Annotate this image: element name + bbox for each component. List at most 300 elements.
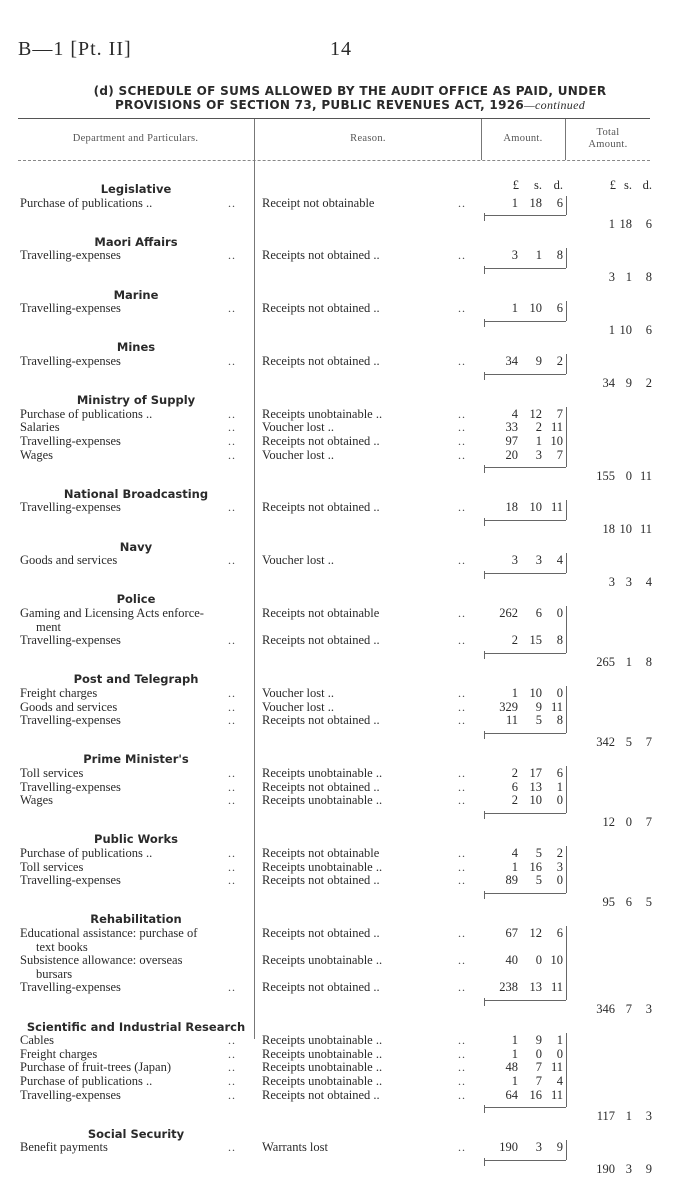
row-particular: Benefit payments bbox=[20, 1140, 108, 1155]
section-total-shillings: 5 bbox=[625, 734, 632, 749]
row-amount-pounds: 190 bbox=[499, 1140, 518, 1155]
row-amount-pence: 1 bbox=[556, 1033, 563, 1048]
row-amount-pence: 8 bbox=[556, 248, 563, 263]
page-number: 14 bbox=[330, 38, 352, 60]
leader-dots: .. bbox=[458, 859, 466, 874]
row-particular: Purchase of fruit-trees (Japan) bbox=[20, 1060, 171, 1075]
leader-dots: .. bbox=[228, 301, 236, 316]
section-total-pounds: 1 bbox=[608, 322, 615, 337]
row-amount-pounds: 1 bbox=[511, 1074, 518, 1088]
leader-dots: .. bbox=[458, 713, 466, 728]
section-heading: Ministry of Supply bbox=[76, 393, 196, 408]
row-particular: Travelling-expenses bbox=[20, 713, 121, 728]
row-particular: Travelling-expenses bbox=[20, 301, 121, 316]
leader-dots: .. bbox=[228, 980, 236, 995]
section-total-pounds: 3 bbox=[608, 270, 615, 284]
row-amount-shillings: 12 bbox=[529, 926, 542, 940]
subtotal-rule bbox=[484, 520, 566, 521]
leader-dots: .. bbox=[228, 406, 236, 421]
leader-dots: .. bbox=[228, 713, 236, 728]
column-divider-reason bbox=[254, 119, 255, 1039]
row-amount-pounds: 2 bbox=[511, 766, 518, 780]
row-particular: Salaries bbox=[20, 420, 60, 435]
row-reason: Receipts unobtainable .. bbox=[262, 793, 383, 808]
row-amount-pounds: 33 bbox=[505, 420, 518, 435]
row-amount-pounds: 67 bbox=[505, 926, 518, 940]
row-amount-pence: 11 bbox=[550, 1060, 563, 1075]
leader-dots: .. bbox=[458, 500, 466, 515]
subtotal-rule bbox=[484, 813, 566, 814]
amount-bracket bbox=[566, 1033, 567, 1107]
row-particular-cont: text books bbox=[36, 939, 88, 954]
section-heading: Marine bbox=[113, 287, 159, 302]
row-reason: Receipts not obtained .. bbox=[262, 500, 380, 515]
row-amount-pounds: 2 bbox=[511, 793, 518, 808]
row-amount-shillings: 2 bbox=[535, 420, 542, 435]
row-reason: Receipts unobtainable .. bbox=[262, 406, 383, 421]
row-amount-shillings: 12 bbox=[529, 406, 542, 421]
row-reason: Receipt not obtainable bbox=[262, 195, 375, 210]
row-particular: Travelling-expenses bbox=[20, 873, 121, 888]
subtotal-rule bbox=[484, 893, 566, 894]
row-amount-shillings: 13 bbox=[529, 779, 542, 794]
section-heading: Navy bbox=[119, 539, 153, 554]
leader-dots: .. bbox=[228, 1060, 236, 1075]
amount-bracket bbox=[566, 846, 567, 893]
row-amount-shillings: 3 bbox=[535, 1140, 542, 1155]
table-top-rule bbox=[18, 118, 650, 119]
leader-dots: .. bbox=[458, 766, 466, 780]
row-reason: Receipts not obtainable bbox=[262, 606, 380, 620]
leader-dots: .. bbox=[458, 953, 466, 968]
subtotal-rule bbox=[484, 215, 566, 216]
section-total-pounds: 265 bbox=[596, 654, 615, 669]
row-reason: Receipts not obtainable bbox=[262, 846, 380, 860]
column-divider-amount bbox=[481, 119, 482, 160]
row-particular: Travelling-expenses bbox=[20, 779, 121, 794]
row-amount-pence: 7 bbox=[556, 406, 563, 421]
row-particular: Wages bbox=[20, 793, 54, 808]
row-amount-shillings: 5 bbox=[535, 713, 542, 728]
section-total-shillings: 18 bbox=[619, 217, 632, 232]
section-total-pence: 4 bbox=[645, 574, 652, 589]
leader-dots: .. bbox=[228, 846, 236, 860]
leader-dots: .. bbox=[458, 699, 466, 714]
row-particular: Travelling-expenses bbox=[20, 633, 121, 648]
row-amount-pence: 6 bbox=[556, 301, 563, 316]
row-amount-pounds: 1 bbox=[511, 859, 518, 874]
row-amount-pence: 6 bbox=[556, 195, 563, 210]
subtotal-rule bbox=[484, 321, 566, 322]
row-reason: Receipts not obtained .. bbox=[262, 1087, 380, 1102]
row-amount-shillings: 1 bbox=[535, 248, 542, 263]
total-pence-header: d. bbox=[642, 178, 652, 192]
leader-dots: .. bbox=[228, 1033, 236, 1048]
subtotal-rule bbox=[484, 653, 566, 654]
leader-dots: .. bbox=[228, 195, 236, 210]
section-heading: Prime Minister's bbox=[83, 752, 189, 767]
row-amount-pence: 2 bbox=[556, 846, 563, 860]
leader-dots: .. bbox=[228, 434, 236, 448]
section-total-pence: 6 bbox=[645, 217, 652, 232]
row-amount-pence: 4 bbox=[556, 1074, 563, 1088]
row-amount-pence: 10 bbox=[550, 953, 563, 968]
section-total-shillings: 0 bbox=[625, 469, 632, 484]
row-amount-pence: 9 bbox=[556, 1140, 563, 1155]
leader-dots: .. bbox=[458, 686, 466, 700]
row-amount-shillings: 13 bbox=[529, 980, 542, 995]
row-amount-pence: 10 bbox=[550, 434, 563, 448]
leader-dots: .. bbox=[458, 1033, 466, 1048]
row-amount-pounds: 34 bbox=[505, 354, 518, 368]
row-amount-shillings: 10 bbox=[529, 301, 542, 316]
leader-dots: .. bbox=[458, 434, 466, 448]
row-particular: Goods and services bbox=[20, 699, 118, 714]
section-total-shillings: 7 bbox=[625, 1002, 632, 1016]
row-amount-pounds: 4 bbox=[511, 846, 518, 860]
leader-dots: .. bbox=[228, 793, 236, 808]
section-total-shillings: 3 bbox=[625, 1162, 632, 1176]
row-particular: Travelling-expenses bbox=[20, 248, 121, 263]
section-total-shillings: 3 bbox=[625, 574, 632, 589]
leader-dots: .. bbox=[458, 1074, 466, 1088]
row-amount-pence: 3 bbox=[556, 859, 563, 874]
leader-dots: .. bbox=[458, 926, 466, 940]
row-particular: Travelling-expenses bbox=[20, 1087, 121, 1102]
row-amount-pounds: 3 bbox=[511, 248, 518, 263]
section-total-shillings: 1 bbox=[625, 1109, 632, 1124]
subtotal-rule bbox=[484, 268, 566, 269]
row-amount-pence: 11 bbox=[550, 699, 563, 714]
leader-dots: .. bbox=[458, 980, 466, 995]
row-reason: Receipts unobtainable .. bbox=[262, 1060, 383, 1075]
column-header-total-line2: Amount. bbox=[588, 139, 628, 150]
row-particular: Subsistence allowance: overseas bbox=[20, 953, 183, 968]
section-total-pence: 3 bbox=[645, 1002, 652, 1016]
section-heading: Police bbox=[116, 592, 156, 607]
leader-dots: .. bbox=[228, 500, 236, 515]
column-header-amount: Amount. bbox=[503, 133, 543, 144]
section-total-pounds: 95 bbox=[602, 894, 615, 909]
amount-bracket bbox=[566, 766, 567, 813]
row-reason: Receipts not obtained .. bbox=[262, 980, 380, 995]
subtotal-rule bbox=[484, 467, 566, 468]
section-heading: Post and Telegraph bbox=[73, 672, 199, 687]
section-total-shillings: 6 bbox=[625, 894, 632, 909]
section-total-pence: 7 bbox=[645, 814, 652, 829]
currency-pence-header: d. bbox=[553, 178, 563, 192]
amount-bracket bbox=[566, 686, 567, 733]
section-total-pence: 7 bbox=[645, 734, 652, 749]
schedule-title-continued: —continued bbox=[524, 98, 586, 112]
leader-dots: .. bbox=[458, 447, 466, 462]
row-amount-shillings: 10 bbox=[529, 686, 542, 700]
leader-dots: .. bbox=[458, 420, 466, 435]
row-particular: Freight charges bbox=[20, 686, 98, 700]
section-total-pence: 2 bbox=[645, 375, 652, 390]
row-amount-pence: 7 bbox=[556, 447, 563, 462]
row-amount-pounds: 1 bbox=[511, 301, 518, 316]
page-label: B—1 [Pt. II] bbox=[18, 38, 132, 60]
amount-bracket bbox=[566, 301, 567, 321]
row-amount-pence: 0 bbox=[556, 686, 563, 700]
row-amount-pence: 6 bbox=[556, 766, 563, 780]
section-heading: Rehabilitation bbox=[90, 912, 182, 927]
row-reason: Receipts unobtainable .. bbox=[262, 766, 383, 780]
row-amount-shillings: 16 bbox=[529, 1087, 542, 1102]
row-amount-shillings: 18 bbox=[529, 195, 542, 210]
row-amount-pounds: 1 bbox=[511, 195, 518, 210]
section-total-pence: 8 bbox=[645, 654, 652, 669]
leader-dots: .. bbox=[458, 1046, 466, 1061]
section-heading: Scientific and Industrial Research bbox=[26, 1019, 246, 1034]
section-total-shillings: 10 bbox=[619, 522, 632, 536]
row-reason: Voucher lost .. bbox=[262, 420, 334, 435]
leader-dots: .. bbox=[228, 766, 236, 780]
section-total-shillings: 9 bbox=[625, 375, 632, 390]
row-particular: Travelling-expenses bbox=[20, 500, 121, 515]
section-total-pence: 11 bbox=[639, 469, 652, 484]
leader-dots: .. bbox=[228, 686, 236, 700]
row-amount-shillings: 7 bbox=[535, 1060, 542, 1075]
leader-dots: .. bbox=[228, 553, 236, 568]
row-reason: Receipts unobtainable .. bbox=[262, 953, 383, 968]
row-amount-pounds: 238 bbox=[499, 980, 518, 995]
column-header-reason: Reason. bbox=[350, 133, 386, 144]
row-amount-pounds: 64 bbox=[505, 1087, 518, 1102]
leader-dots: .. bbox=[228, 859, 236, 874]
row-amount-shillings: 10 bbox=[529, 793, 542, 808]
section-total-pounds: 18 bbox=[602, 522, 615, 536]
row-amount-pence: 0 bbox=[556, 606, 563, 620]
leader-dots: .. bbox=[458, 793, 466, 808]
leader-dots: .. bbox=[458, 248, 466, 263]
row-amount-shillings: 15 bbox=[529, 633, 542, 648]
leader-dots: .. bbox=[228, 633, 236, 648]
row-reason: Receipts not obtained .. bbox=[262, 779, 380, 794]
row-amount-pounds: 89 bbox=[505, 873, 518, 888]
row-reason: Receipts not obtained .. bbox=[262, 713, 380, 728]
leader-dots: .. bbox=[228, 354, 236, 368]
subtotal-rule bbox=[484, 374, 566, 375]
row-particular: Travelling-expenses bbox=[20, 354, 121, 368]
section-total-pounds: 34 bbox=[602, 375, 615, 390]
row-particular: Travelling-expenses bbox=[20, 434, 121, 448]
row-reason: Receipts not obtained .. bbox=[262, 926, 380, 940]
row-particular: Toll services bbox=[20, 859, 84, 874]
leader-dots: .. bbox=[228, 1087, 236, 1102]
row-particular: Cables bbox=[20, 1033, 55, 1048]
section-total-pounds: 3 bbox=[608, 574, 615, 589]
amount-bracket bbox=[566, 926, 567, 1000]
row-amount-shillings: 7 bbox=[535, 1074, 542, 1088]
leader-dots: .. bbox=[228, 420, 236, 435]
row-reason: Receipts unobtainable .. bbox=[262, 1046, 383, 1061]
row-amount-shillings: 6 bbox=[535, 606, 542, 620]
leader-dots: .. bbox=[458, 1087, 466, 1102]
row-amount-shillings: 3 bbox=[535, 553, 542, 568]
row-reason: Receipts not obtained .. bbox=[262, 434, 380, 448]
row-particular: Purchase of publications .. bbox=[20, 406, 153, 421]
section-total-pounds: 12 bbox=[602, 814, 615, 829]
leader-dots: .. bbox=[228, 1074, 236, 1088]
row-amount-shillings: 5 bbox=[535, 873, 542, 888]
leader-dots: .. bbox=[458, 553, 466, 568]
amount-bracket bbox=[566, 196, 567, 216]
row-amount-pence: 0 bbox=[556, 1046, 563, 1061]
schedule-title-main: PROVISIONS OF SECTION 73, PUBLIC REVENUES ACT, 1926 bbox=[114, 98, 525, 112]
leader-dots: .. bbox=[228, 699, 236, 714]
row-particular: Toll services bbox=[20, 766, 84, 780]
section-total-shillings: 1 bbox=[625, 270, 632, 284]
row-reason: Receipts not obtained .. bbox=[262, 248, 380, 263]
leader-dots: .. bbox=[228, 1046, 236, 1061]
row-amount-pence: 8 bbox=[556, 713, 563, 728]
amount-bracket bbox=[566, 500, 567, 520]
leader-dots: .. bbox=[458, 846, 466, 860]
leader-dots: .. bbox=[458, 633, 466, 648]
row-reason: Receipts not obtained .. bbox=[262, 873, 380, 888]
section-heading: Maori Affairs bbox=[94, 234, 178, 249]
row-particular: Goods and services bbox=[20, 553, 118, 568]
row-amount-pounds: 11 bbox=[505, 713, 518, 728]
column-header-total-line1: Total bbox=[596, 127, 620, 138]
subtotal-rule bbox=[484, 573, 566, 574]
column-header-particulars: Department and Particulars. bbox=[72, 133, 199, 144]
row-particular: Purchase of publications .. bbox=[20, 846, 153, 860]
section-total-pence: 3 bbox=[645, 1109, 652, 1124]
section-total-pounds: 190 bbox=[596, 1162, 615, 1176]
row-reason: Voucher lost .. bbox=[262, 686, 334, 700]
row-amount-pence: 0 bbox=[556, 873, 563, 888]
row-particular: Freight charges bbox=[20, 1046, 98, 1061]
row-amount-pence: 1 bbox=[556, 779, 563, 794]
section-heading: Legislative bbox=[100, 182, 172, 196]
section-total-pounds: 342 bbox=[596, 734, 615, 749]
leader-dots: .. bbox=[228, 779, 236, 794]
total-pounds-header: £ bbox=[609, 178, 616, 192]
row-amount-pounds: 48 bbox=[505, 1060, 518, 1075]
amount-bracket bbox=[566, 248, 567, 268]
leader-dots: .. bbox=[458, 1140, 466, 1155]
row-amount-shillings: 9 bbox=[535, 1033, 542, 1048]
row-amount-pounds: 6 bbox=[511, 779, 518, 794]
leader-dots: .. bbox=[458, 406, 466, 421]
row-particular: Purchase of publications .. bbox=[20, 195, 153, 210]
row-amount-pence: 11 bbox=[550, 1087, 563, 1102]
row-amount-pounds: 1 bbox=[511, 1033, 518, 1048]
row-amount-pounds: 18 bbox=[505, 500, 518, 515]
subtotal-rule bbox=[484, 1107, 566, 1108]
row-amount-pence: 11 bbox=[550, 500, 563, 515]
leader-dots: .. bbox=[458, 779, 466, 794]
leader-dots: .. bbox=[228, 248, 236, 263]
row-particular: Purchase of publications .. bbox=[20, 1074, 153, 1088]
row-amount-pounds: 97 bbox=[505, 434, 518, 448]
row-reason: Warrants lost bbox=[262, 1140, 328, 1155]
amount-bracket bbox=[566, 407, 567, 467]
row-amount-shillings: 5 bbox=[535, 846, 542, 860]
leader-dots: .. bbox=[458, 1060, 466, 1075]
leader-dots: .. bbox=[228, 447, 236, 462]
row-particular: Educational assistance: purchase of bbox=[20, 926, 198, 940]
subtotal-rule bbox=[484, 733, 566, 734]
section-total-pounds: 117 bbox=[596, 1109, 615, 1124]
subtotal-rule bbox=[484, 1160, 566, 1161]
row-amount-pounds: 20 bbox=[505, 447, 518, 462]
row-reason: Receipts not obtained .. bbox=[262, 301, 380, 316]
row-particular: Gaming and Licensing Acts enforce- bbox=[20, 606, 204, 620]
column-divider-total bbox=[565, 119, 566, 160]
leader-dots: .. bbox=[458, 354, 466, 368]
row-reason: Voucher lost .. bbox=[262, 553, 334, 568]
row-particular-cont: bursars bbox=[36, 966, 73, 981]
row-amount-shillings: 10 bbox=[529, 500, 542, 515]
amount-bracket bbox=[566, 354, 567, 374]
section-heading: National Broadcasting bbox=[63, 486, 209, 501]
section-total-pounds: 1 bbox=[608, 217, 615, 232]
row-amount-pounds: 4 bbox=[511, 406, 518, 421]
leader-dots: .. bbox=[228, 1140, 236, 1155]
section-total-pence: 8 bbox=[645, 270, 652, 284]
row-amount-pence: 11 bbox=[550, 980, 563, 995]
row-amount-shillings: 9 bbox=[535, 699, 542, 714]
section-heading: Social Security bbox=[87, 1126, 185, 1141]
row-reason: Receipts unobtainable .. bbox=[262, 859, 383, 874]
row-particular-cont: ment bbox=[36, 619, 61, 634]
section-heading: Mines bbox=[116, 340, 156, 355]
section-total-pounds: 346 bbox=[596, 1002, 615, 1016]
section-total-shillings: 0 bbox=[625, 814, 632, 829]
row-amount-pounds: 2 bbox=[511, 633, 518, 648]
row-amount-pence: 0 bbox=[556, 793, 563, 808]
section-total-pounds: 155 bbox=[596, 469, 615, 484]
section-total-shillings: 1 bbox=[625, 654, 632, 669]
leader-dots: .. bbox=[458, 195, 466, 210]
leader-dots: .. bbox=[458, 873, 466, 888]
row-reason: Receipts unobtainable .. bbox=[262, 1033, 383, 1048]
row-amount-pence: 6 bbox=[556, 926, 563, 940]
section-total-pence: 11 bbox=[639, 522, 652, 536]
row-amount-shillings: 0 bbox=[535, 1046, 542, 1061]
row-reason: Receipts not obtained .. bbox=[262, 354, 380, 368]
currency-shillings-header: s. bbox=[534, 178, 542, 192]
row-amount-shillings: 3 bbox=[535, 447, 542, 462]
row-amount-pounds: 1 bbox=[511, 686, 518, 700]
leader-dots: .. bbox=[458, 301, 466, 316]
row-amount-shillings: 16 bbox=[529, 859, 542, 874]
row-amount-shillings: 17 bbox=[529, 766, 542, 780]
row-reason: Receipts unobtainable .. bbox=[262, 1074, 383, 1088]
leader-dots: .. bbox=[458, 606, 466, 620]
leader-dots: .. bbox=[228, 873, 236, 888]
row-amount-shillings: 0 bbox=[535, 953, 542, 968]
section-total-shillings: 10 bbox=[619, 322, 632, 337]
row-particular: Travelling-expenses bbox=[20, 980, 121, 995]
header-bottom-rule bbox=[18, 160, 650, 161]
subtotal-rule bbox=[484, 1000, 566, 1001]
row-particular: Wages bbox=[20, 447, 54, 462]
row-amount-pence: 8 bbox=[556, 633, 563, 648]
row-amount-shillings: 1 bbox=[535, 434, 542, 448]
amount-bracket bbox=[566, 1140, 567, 1160]
row-amount-pence: 2 bbox=[556, 354, 563, 368]
row-reason: Voucher lost .. bbox=[262, 699, 334, 714]
section-total-pence: 5 bbox=[645, 894, 652, 909]
row-reason: Receipts not obtained .. bbox=[262, 633, 380, 648]
row-amount-pounds: 329 bbox=[499, 699, 518, 714]
amount-bracket bbox=[566, 553, 567, 573]
